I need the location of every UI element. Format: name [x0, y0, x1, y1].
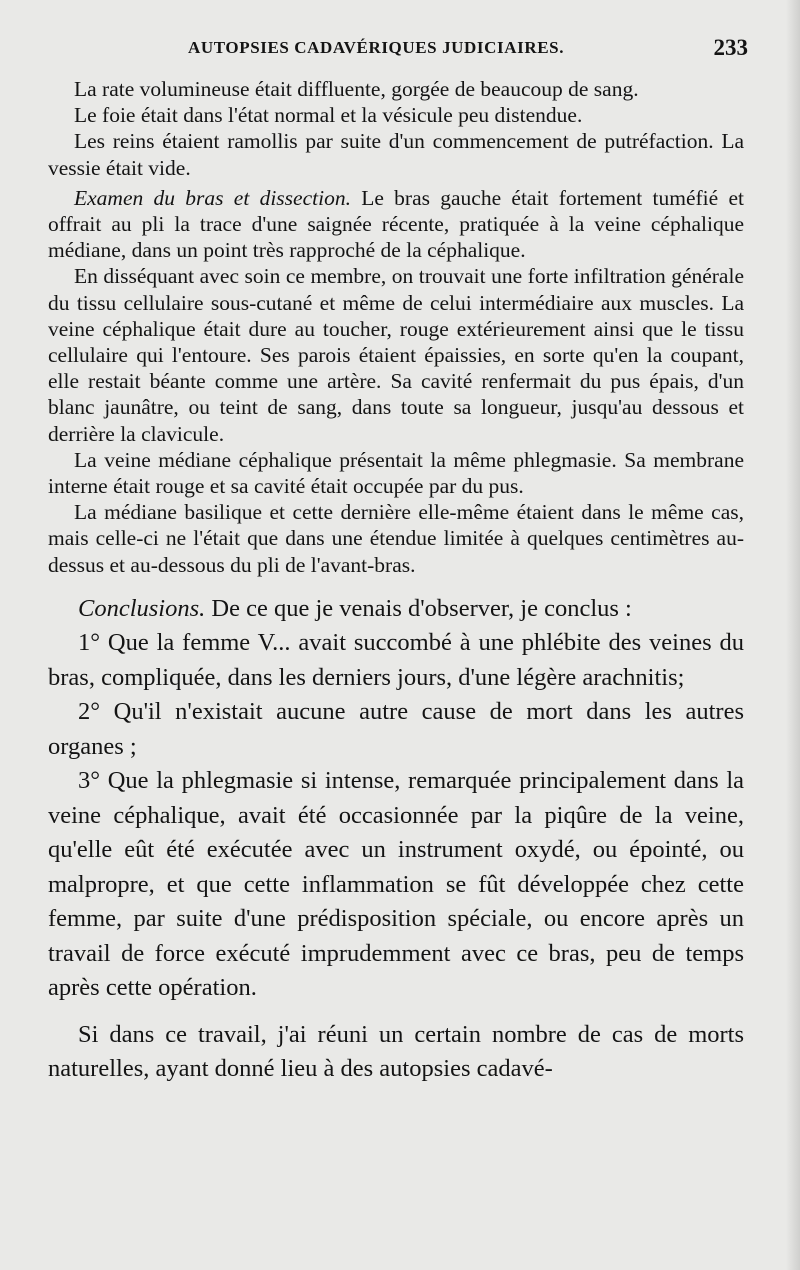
paragraph-reins: Les reins étaient ramollis par suite d'un commencement de putréfaction. La vessie était vide.	[48, 129, 744, 180]
conclusions-intro-text: De ce que je venais d'observer, je conclus :	[205, 594, 632, 622]
paragraph-mediane-basilique: La médiane basilique et cette dernière elle-même étaient dans le même cas, mais celle-ci ne l'était que dans une étendue limitée à quelques centimètres au-dessus et au-dessous du pli de l'avant-bras.	[48, 500, 744, 577]
paragraph-closing: Si dans ce travail, j'ai réuni un certain nombre de cas de morts naturelles, ayant donné lieu à des autopsies cadavé-	[48, 1020, 744, 1083]
paragraph-mediane-cephalique: La veine médiane céphalique présentait la même phlegmasie. Sa membrane interne était rouge et sa cavité était occupée par du pus.	[48, 447, 744, 499]
page-body	[48, 76, 744, 1087]
paragraph-examen	[48, 185, 744, 264]
conclusion-3: 3° Que la phlegmasie si intense, remarquée principalement dans la veine céphalique, avait été occasionnée par la piqûre de la veine, qu'elle eût été exécutée avec un instrument oxydé, ou épointé, ou malpropre, et que cette inflammation se fût développée chez cette femme, par suite d'une prédisposition spéciale, ou encore après un travail de force exécuté imprudemment avec ce bras, peu de temps après cette opération.	[48, 767, 744, 1002]
conclusions-section	[48, 592, 744, 1087]
autopsy-section	[48, 76, 744, 578]
running-title: AUTOPSIES CADAVÉRIQUES JUDICIAIRES.	[188, 38, 565, 57]
page-header	[48, 35, 748, 68]
paragraph-foie: Le foie était dans l'état normal et la vésicule peu distendue.	[74, 103, 583, 128]
conclusion-2: 2° Qu'il n'existait aucune autre cause de mort dans les autres organes ;	[48, 698, 744, 760]
paragraph-rate: La rate volumineuse était diffluente, gorgée de beaucoup de sang.	[74, 77, 639, 101]
page-edge-shadow	[786, 0, 800, 1270]
examen-text: Le bras gauche était fortement tuméfié et offrait au pli la trace d'une saignée récente, pratiquée à la veine céphalique médiane, dans un point très rapproché de la céphalique.	[48, 185, 744, 263]
page-number: 233	[713, 35, 748, 60]
examen-label: Examen du bras et dissection.	[74, 185, 351, 210]
conclusions-label: Conclusions.	[78, 594, 206, 622]
paragraph-dissection: En disséquant avec soin ce membre, on trouvait une forte infiltration générale du tissu cellulaire sous-cutané et même de celui intermédiaire aux muscles. La veine céphalique était dure au toucher, rouge extérieurement ainsi que le tissu cellulaire qui l'entoure. Ses parois étaient épaissies, en sorte qu'en la coupant, elle restait béante comme une artère. Sa cavité renfermait du pus épais, d'un blanc jaunâtre, ou teint de sang, dans toute sa longueur, jusqu'au dessous et derrière la clavicule.	[48, 264, 744, 446]
paragraph-conclusions-intro	[48, 592, 744, 627]
conclusion-1: 1° Que la femme V... avait succombé à une phlébite des veines du bras, compliquée, dans les derniers jours, d'une légère arachnitis;	[48, 629, 744, 691]
